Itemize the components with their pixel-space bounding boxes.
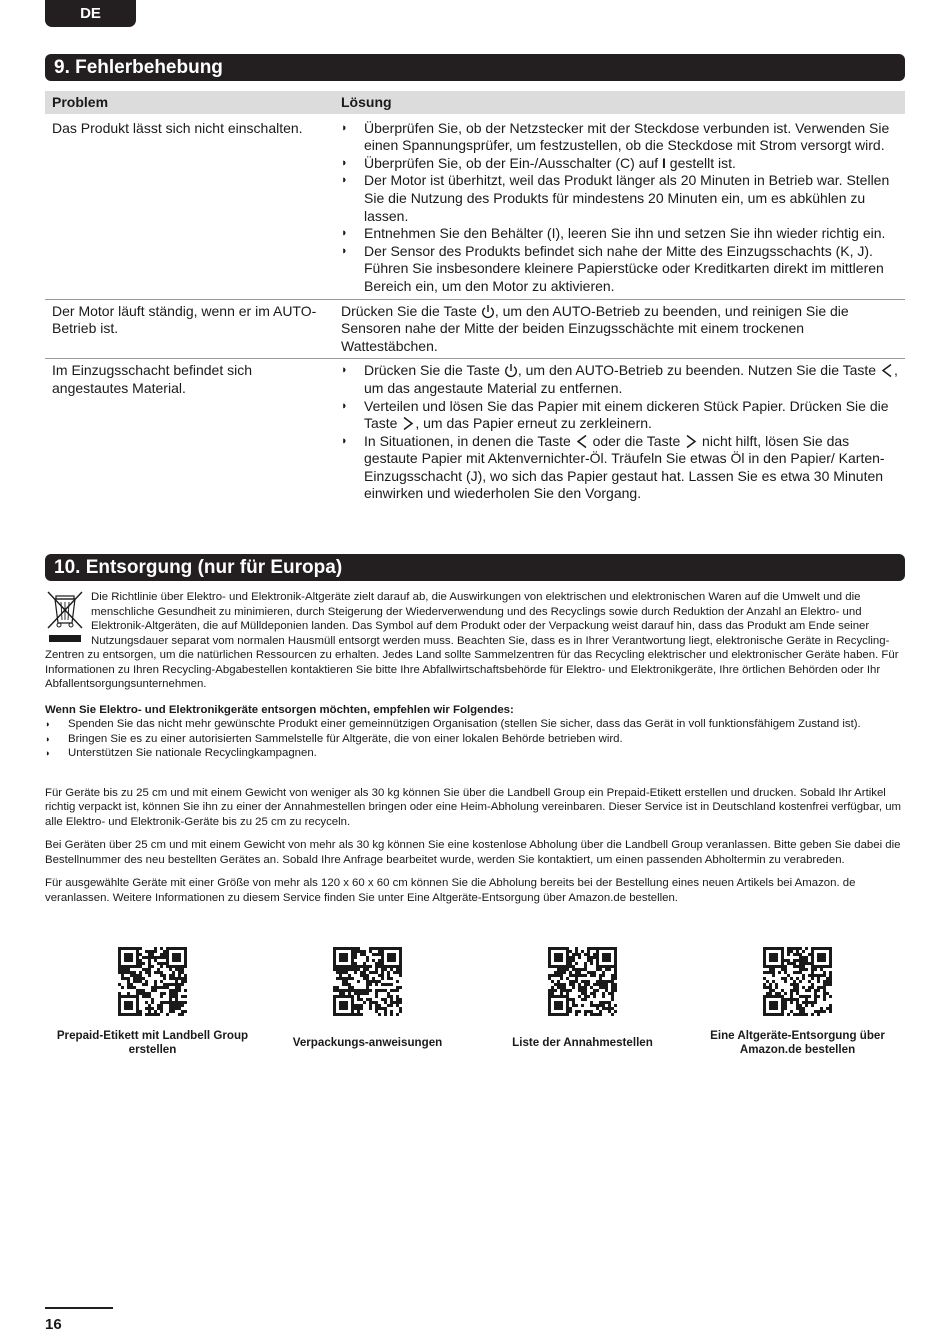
list-item: ◗ Der Sensor des Produkts befindet sich nahe der Mitte des Einzugsschachts (K, J). Führen Sie insbesondere kleinere Papierstücke oder Kreditkarten direkt im mittleren Bereich ein, um den Motor zu aktivieren.: [341, 243, 898, 296]
qr-code-icon[interactable]: [763, 947, 832, 1016]
qr-label: Liste der Annahmestellen: [512, 1035, 653, 1049]
language-tab: DE: [45, 0, 136, 27]
problem-cell: Im Einzugsschacht befindet sich angestautes Material.: [52, 362, 252, 396]
power-icon: [481, 304, 495, 319]
qr-item[interactable]: [475, 947, 690, 1060]
section-title-disposal: 10. Entsorgung (nur für Europa): [45, 554, 905, 581]
text-span: , um den AUTO-Betrieb zu beenden, und reinigen Sie die Sensoren nahe der Mitte der beiden Einzugsschächte mit einem trockenen Wattestäbchen.: [341, 302, 849, 354]
amazon-pickup-paragraph: Für ausgewählte Geräte mit einer Größe von mehr als 120 x 60 x 60 cm können Sie die Abholung bereits bei der Bestellung eines neuen Artikels bei Amazon. de veranlassen. Weitere Informationen zu diesem Service finden Sie unter Eine Altgeräte-Entsorgung über Amazon.de bestellen.: [45, 877, 856, 904]
switch-on-symbol: I: [662, 154, 666, 171]
text-span: In Situationen, in denen die Taste: [364, 432, 575, 449]
disposal-content: [45, 590, 905, 905]
troubleshooting-table: [45, 91, 905, 506]
solution-cell: [334, 359, 905, 506]
page-number: 16: [45, 1316, 62, 1333]
power-icon: [504, 363, 518, 378]
qr-item[interactable]: [690, 947, 905, 1060]
prepaid-label-paragraph: Für Geräte bis zu 25 cm und mit einem Gewicht von weniger als 30 kg können Sie über die Landbell Group ein Prepaid-Etikett erstellen und drucken. Sobald Ihr Artikel richtig verpackt ist, können Sie ihn zu einer der Annahmestellen bringen oder eine Heim-Abholung vereinbaren. Dieser Service ist in Deutschland kostenfrei verfügbar, um alle Elektro- und Elektronik-Geräte bis zu 25 cm zu recyceln.: [45, 786, 902, 828]
text-span: oder die Taste: [588, 432, 685, 449]
reverse-arrow-icon: [880, 363, 894, 378]
qr-code-row: [45, 947, 905, 1060]
text-span: , um den AUTO-Betrieb zu beenden. Nutzen Sie die Taste: [517, 362, 880, 379]
table-row: [45, 359, 905, 506]
text-span: Verteilen und lösen Sie das Papier mit einem dickeren Stück Papier. Drücken Sie die Taste: [364, 397, 889, 432]
solution-cell: [334, 114, 905, 299]
footer-rule: [45, 1307, 113, 1309]
solution-cell: [334, 299, 905, 359]
solution-list: [341, 120, 898, 296]
text-span: nicht hilft, lösen Sie das gestaute Papier mit Aktenvernichter-Öl. Träufeln Sie etwas Öl in den Papier/ Karten-Einzugsschacht (J), wo sich das Papier gestaut hat. Lassen Sie es etwa 30 Minuten einwirken und wiederholen Sie den Vorgang.: [364, 432, 885, 502]
list-item: ◗ Überprüfen Sie, ob der Netzstecker mit der Steckdose verbunden ist. Verwenden Sie einen Spannungsprüfer, um festzustellen, ob die Steckdose mit Strom versorgt wird.: [341, 120, 898, 155]
qr-label: Eine Altgeräte-Entsorgung über Amazon.de bestellen: [710, 1028, 885, 1056]
qr-item[interactable]: [45, 947, 260, 1060]
forward-arrow-icon: [684, 434, 698, 449]
reverse-arrow-icon: [575, 434, 589, 449]
weee-intro-paragraph: Die Richtlinie über Elektro- und Elektronik-Altgeräte zielt darauf ab, die Auswirkungen von elektrischen und elektronischen Waren auf die Umwelt und die menschliche Gesundheit zu minimieren, durch Steigerung der Wiederverwendung und des Recyclings sowie durch Reduktion der Anzahl an Elektro- und Elektronik-Altgeräten, die auf Mülldeponien landen. Das Symbol auf dem Produkt oder der Verpackung weist darauf hin, dass das Produkt am Ende seiner Nutzungsdauer separat vom normalen Hausmüll entsorgt werden muss. Beachten Sie, dass es in Ihrer Verantwortung liegt, elektronische Geräte in Recycling-Zentren zu entsorgen, um die natürlichen Ressourcen zu erhalten. Jedes Land sollte Sammelzentren für das Recycling elektrischer und elektronischer Geräte haben. Für Informationen zu Ihren Recycling-Abgabestellen kontaktieren Sie bitte Ihre Abfallwirtschaftsbehörde für Elektro- und Elektronikgeräte, Ihre örtlichen Behörden oder Ihr Abfallentsorgungsunternehmen.: [45, 591, 899, 690]
list-item: ◗ Spenden Sie das nicht mehr gewünschte Produkt einer gemeinnützigen Organisation (stellen Sie sicher, dass das Gerät in voll funktionsfähigem Zustand ist).: [45, 717, 905, 732]
qr-item[interactable]: [260, 947, 475, 1060]
recommendations-heading: Wenn Sie Elektro- und Elektronikgeräte entsorgen möchten, empfehlen wir Folgendes:: [45, 703, 514, 716]
text-span: , um das angestaute Material zu entfernen.: [364, 362, 898, 396]
qr-label: Verpackungs-anweisungen: [292, 1035, 443, 1049]
text-span: Drücken Sie die Taste: [364, 362, 504, 379]
list-item: [341, 398, 898, 433]
text-span: gestellt ist.: [665, 154, 736, 171]
list-item: ◗ Der Motor ist überhitzt, weil das Produkt länger als 20 Minuten in Betrieb war. Stellen Sie die Nutzung des Produkts für mindestens 20 Minuten ein, um es abkühlen zu lassen.: [341, 172, 898, 225]
problem-cell: Der Motor läuft ständig, wenn er im AUTO-Betrieb ist.: [45, 299, 334, 359]
section-title-troubleshooting: 9. Fehlerbehebung: [45, 54, 905, 81]
problem-cell: Das Produkt lässt sich nicht einschalten.: [45, 114, 334, 299]
solution-list: [341, 362, 898, 503]
list-item: ◗ Bringen Sie es zu einer autorisierten Sammelstelle für Altgeräte, die von einer lokalen Behörde betrieben wird.: [45, 732, 905, 747]
text-span: Drücken Sie die Taste: [341, 302, 481, 319]
recommendations-list: [45, 717, 905, 761]
qr-label: Prepaid-Etikett mit Landbell Group erstellen: [56, 1028, 249, 1056]
table-row: [45, 114, 905, 299]
table-row: [45, 299, 905, 359]
qr-code-icon[interactable]: [548, 947, 617, 1016]
table-header-row: [45, 91, 905, 114]
qr-code-icon[interactable]: [333, 947, 402, 1016]
column-header-problem: Problem: [45, 91, 334, 114]
column-header-solution: Lösung: [334, 91, 905, 114]
list-item: ◗ Unterstützen Sie nationale Recyclingkampagnen.: [45, 746, 905, 761]
pickup-paragraph: Bei Geräten über 25 cm und mit einem Gewicht von mehr als 30 kg können Sie eine kostenlose Abholung über die Landbell Group veranlassen. Bitte geben Sie dabei die Bestellnummer des neu bestellten Gerätes an. Sobald Ihre Anfrage bearbeitet wurde, werden Sie kontaktiert, um einen passenden Abholtermin zu verabreden.: [45, 839, 901, 866]
forward-arrow-icon: [401, 416, 415, 431]
list-item: ◗ Entnehmen Sie den Behälter (I), leeren Sie ihn und setzen Sie ihn wieder richtig ein.: [341, 225, 898, 243]
text-span: Überprüfen Sie, ob der Ein-/Ausschalter (C) auf: [364, 154, 663, 171]
list-item: [341, 362, 898, 397]
text-span: , um das Papier erneut zu zerkleinern.: [415, 415, 652, 432]
qr-code-icon[interactable]: [118, 947, 187, 1016]
list-item: [341, 155, 898, 173]
list-item: [341, 433, 898, 503]
weee-crossed-bin-icon: [45, 590, 85, 648]
